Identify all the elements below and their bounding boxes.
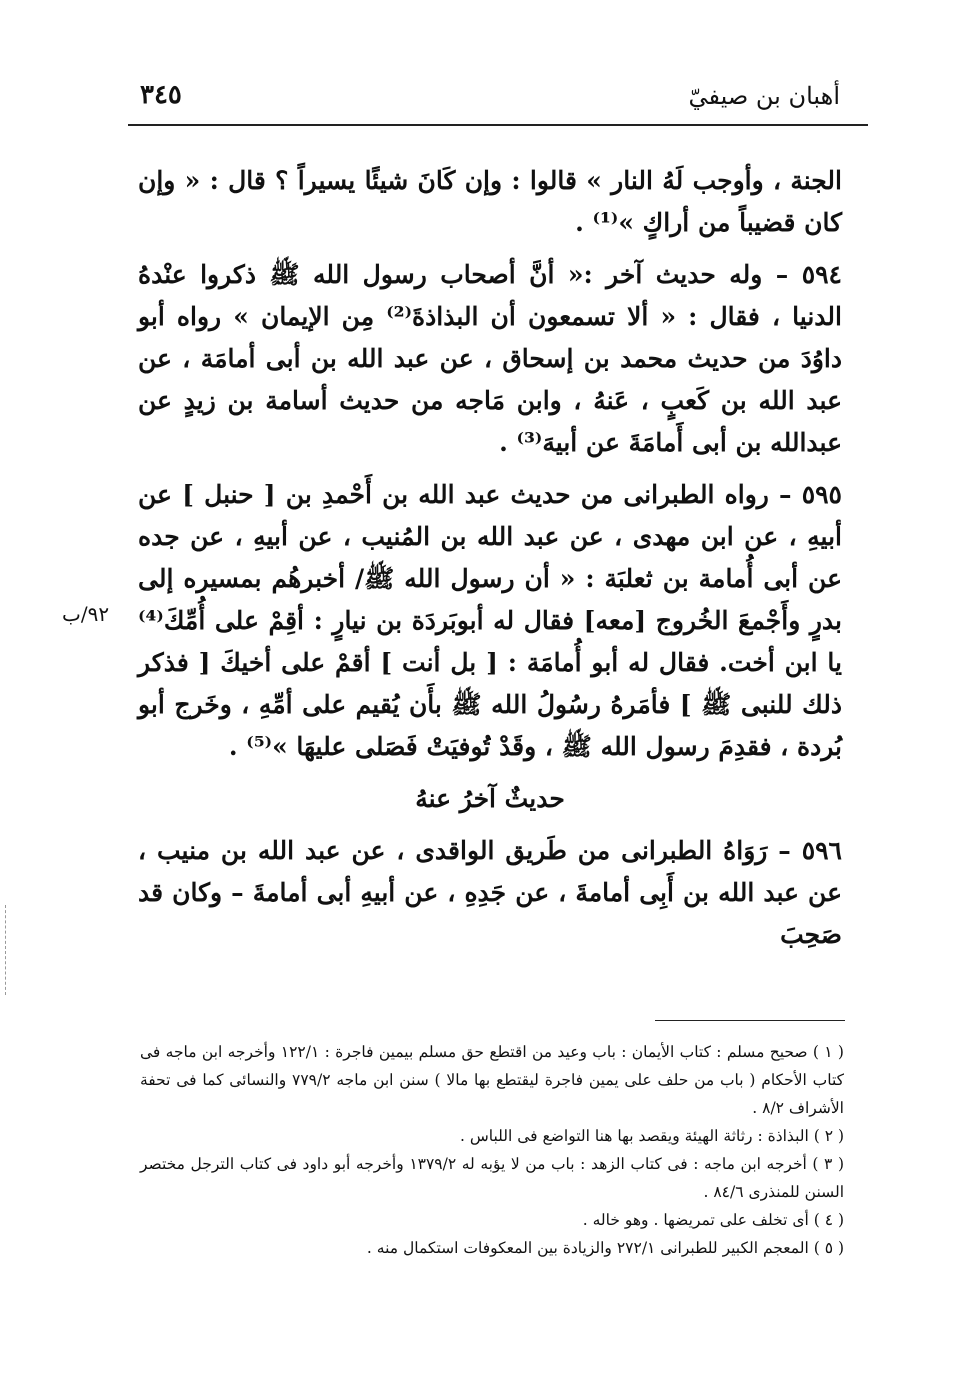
paragraph-hadith-596: ٥٩٦ – رَوَاهُ الطبرانى من طَريق الواقدى ، عن عبد الله بن منيب ، عن عبد الله بن أَبِى أمامةَ ، عن جَدِهِ ، عن أبيهِ أبى أمامةَ – وكان قد صَحِبَ <box>138 836 842 949</box>
paragraph-hadith-594: ٥٩٤ – وله حديث آخر :« أنَّ أصحاب رسول الله ﷺ ذكروا عنْدهُ الدنيا ، فقال : « ألا تسمعون أن البذاذةَ⁽²⁾ مِن الإيمان » رواه أبو داوُدَ من حديث محمد بن إسحاق ، عن عبد الله بن أبى أمامَة ، عن عبد الله بن كَعبٍ ، عَنهُ ، وابن مَاجه من حديث أسامة بن زيدٍ عن عبدالله بن أبى أَمامَةَ عن أبيهَ⁽³⁾ . <box>138 260 842 457</box>
header-divider <box>128 124 868 126</box>
paragraph-hadith-595: ٥٩٥ – رواه الطبرانى من حديث عبد الله بن أَحْمدِ بن [ حنبل ] عن أبيهِ ، عن ابن مهدى ، عن عبد الله بن المُنيب ، عن أبيهِ ، عن جده عن أبى أُمامة بن ثعلبَة : « أن رسول الله ﷺ/ أخبرهُم بمسيره إلى بدرٍ وأَجْمعَ الخُروج [معه] فقال له أبوبَردَة بن نيارٍ : أقِمْ على أُمِّكَ⁽⁴⁾ يا ابن أخت. فقال له أبو أُمامَة : [ بل أنت ] أقمْ على أخيكَ [ فذكر ذلك للنبى ﷺ ] فأمَرهُ رسُولُ الله ﷺ بأَن يُقيم على أمِّهِ ، وخَرج أبو بُردة ، فقدِمَ رسول الله ﷺ ، وقَدْ تُوفيَتْ فَصَلى عليهَا »⁽⁵⁾ . <box>138 480 842 761</box>
page-number: ٣٤٥ <box>140 80 182 110</box>
running-title: أهبان بن صيفيّ <box>688 82 840 110</box>
footnote-5: ( ٥ ) المعجم الكبير للطبرانى ٢٧٢/١ والزيادة بين المعكوفات استكمال منه . <box>366 1239 844 1257</box>
footnote-1: ( ١ ) صحيح مسلم : كتاب الأيمان : باب وعيد من اقتطع حق مسلم بيمين فاجرة : ١٢٢/١ وأخرجه ابن ماجه فى كتاب الأحكام ( باب من حلف على يمين فاجرة ليقتطع بها مالا ) سنن ابن ماجه ٧٧٩/٢ والنسائى كما فى تحفة الأشراف ٨/٢ . <box>140 1043 845 1117</box>
footnote-2: ( ٢ ) البذاذة : رثاثة الهيئة ويقصد بها هنا التواضع فى اللباس . <box>459 1127 844 1145</box>
page-header <box>140 78 840 118</box>
footnote-divider <box>655 1020 845 1021</box>
margin-folio-note: ٩٢/ب <box>62 602 110 626</box>
footnote-3: ( ٣ ) أخرجه ابن ماجه : فى كتاب الزهد : باب من لا يؤبه له ١٣٧٩/٢ وأخرجه أبو داود فى كتاب الترجل مختصر السنن للمنذرى ٨٤/٦ . <box>140 1155 844 1201</box>
section-heading: حديثٌ آخرُ عنهُ <box>415 784 565 813</box>
scan-edge-mark <box>5 905 6 995</box>
paragraph-continuation: الجنة ، وأوجب لَهُ النار » قالوا : وإن كَانَ شيئًا يسيراً ؟ قال : « وإن كان قضيباً من أراكٍ »⁽¹⁾ . <box>138 166 842 237</box>
footnote-4: ( ٤ ) أى تخلف على تمريضها . وهو خاله . <box>582 1211 844 1229</box>
main-text <box>138 160 842 966</box>
footnotes <box>140 1038 844 1262</box>
